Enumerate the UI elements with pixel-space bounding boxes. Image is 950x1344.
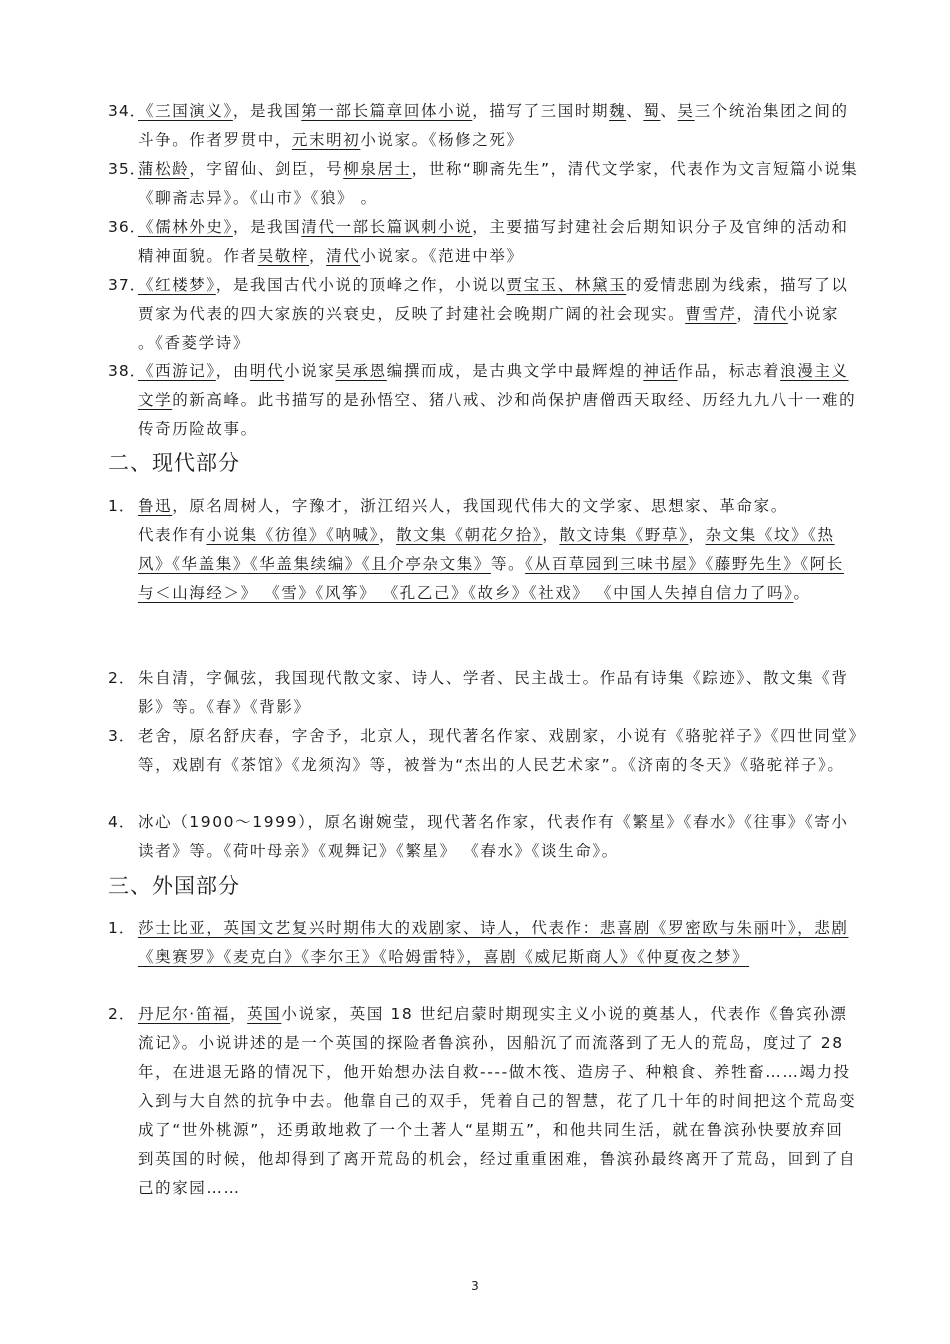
entry-34 [108, 97, 860, 155]
text: ，是我国古代小说的顶峰之作，小说以 [215, 276, 507, 294]
text: 文艺复兴时期伟大的戏剧家、诗人， [257, 919, 532, 937]
text: ， [688, 526, 706, 544]
works: 杂文集《坟》《热风》《华盖集》《华盖集续编》《且介亭杂文集》 [138, 526, 835, 573]
text: ，主要描写封建社会后期知识分子及官绅的活动和精神面貌。作者 [138, 218, 849, 265]
text: 的新高峰。此书描写的是孙悟空、猪八戒、沙和尚保护唐僧西天取经、历经九九八十一难的传奇历险故事。 [138, 391, 857, 438]
text: ，是我国 [232, 218, 302, 236]
entry-number: 1． [108, 919, 136, 937]
text: ， [542, 526, 560, 544]
country: 英国 [247, 1005, 282, 1023]
text: ，字留仙、剑臣，号 [189, 160, 344, 178]
genre: 浪漫主义文学 [138, 362, 849, 409]
section-heading-foreign: 三、外国部分 [108, 874, 240, 898]
modern-entry-2 [108, 664, 860, 722]
text: 小说家。《杨修之死》 [360, 131, 524, 149]
text: 小说家，英国 18 世纪启蒙时期现实主义小说的奠基人，代表作《鲁宾孙漂流记》。小说讲述的是一个英国的探险者鲁滨孙，因船沉了而流落到了无人的荒岛，度过了 28 年，在进退无路的情况下，他开始想办法自救----做木筏、造房子、种粮食、养牲畜……竭力投入到与大自然的抗争中去。他靠自己的双手，凭着自己的智慧，花了几十年的时间把这个荒岛变成了“世外桃源”，还勇敢地救了一个土著人“星期五”，和他共同生活，就在鲁滨孙快要放弃回到英国的时候，他却得到了离开荒岛的机会，经过重重困难，鲁滨孙最终离开了荒岛，回到了自己的家园…… [138, 1005, 857, 1197]
entry-text [138, 492, 860, 521]
era: 清代 [753, 305, 788, 323]
entry-text [138, 213, 860, 271]
entry-text [138, 271, 860, 358]
entry-text: 老舍，原名舒庆春，字舍予，北京人，现代著名作家、戏剧家，小说有《骆驼祥子》《四世同堂》等，戏剧有《茶馆》《龙须沟》等，被誉为“杰出的人民艺术家”。《济南的冬天》《骆驼祥子》。 [138, 727, 858, 774]
entry-number: 34． [108, 102, 147, 120]
text: ，描写了三国时期 [472, 102, 610, 120]
entry-text [138, 1000, 860, 1203]
author: 丹尼尔·笛福 [138, 1005, 231, 1023]
entry-number: 1． [108, 497, 136, 515]
entry-text: 冰心（1900～1999），原名谢婉莹，现代著名作家，代表作有《繁星》《春水》《往事》《寄小读者》等。《荷叶母亲》《观舞记》《繁星》 《春水》《谈生命》。 [138, 813, 849, 860]
era: 清代 [326, 247, 361, 265]
book-title: 《西游记》 [138, 362, 216, 380]
kingdom: 吴 [677, 102, 695, 120]
entry-text [138, 97, 860, 155]
modern-entry-4 [108, 808, 860, 866]
text: 、 [660, 102, 678, 120]
entry-text [138, 357, 860, 444]
text: 、 [626, 102, 644, 120]
author: 吴敬梓 [257, 247, 310, 265]
text: ， [379, 526, 397, 544]
entry-37 [108, 271, 860, 358]
entry-number: 35． [108, 160, 147, 178]
text: 小说家 。《香菱学诗》 [138, 305, 840, 352]
entry-35 [108, 155, 860, 213]
genre: 清代一部长篇讽刺小说 [301, 218, 473, 236]
section-heading-modern: 二、现代部分 [108, 451, 240, 475]
text: 等。 [490, 555, 526, 573]
text: ，由 [215, 362, 250, 380]
text: 作品，标志着 [677, 362, 781, 380]
era: 明代 [249, 362, 285, 380]
author: 曹雪芹 [685, 305, 737, 323]
text: ， [736, 305, 754, 323]
text: 小说家 [284, 362, 336, 380]
text: ，世称“聊斋先生”，清代文学家，代表作为文言短篇小说集《聊斋志异》。《山市》《狼》 。 [138, 160, 859, 207]
works: 散文诗集《野草》 [559, 526, 689, 544]
kingdom: 蜀 [643, 102, 661, 120]
entry-text [138, 914, 860, 972]
book-title: 《红楼梦》 [138, 276, 216, 294]
text: 小说家。《范进中举》 [360, 247, 524, 265]
text: 三个统治集团之间的斗争。作者罗贯中， [138, 102, 849, 149]
era: 元末明初 [291, 131, 361, 149]
book-title: 《儒林外史》 [138, 218, 233, 236]
modern-entry-3 [108, 722, 860, 780]
text: 。 [793, 584, 811, 602]
text: ， [230, 1005, 248, 1023]
modern-entry-1 [108, 492, 860, 608]
foreign-entry-2 [108, 1000, 860, 1203]
text: ，原名周树人，字豫才，浙江绍兴人，我国现代伟大的文学家、思想家、革命家。 [172, 497, 788, 515]
page-number: 3 [471, 1279, 479, 1293]
text: 代表作有 [138, 526, 207, 544]
works: 《从百草园到三味书屋》《藤野先生》《阿长与＜山海经＞》 《雪》《风筝》 《孔乙己》《故乡》《社戏》 《中国人失掉自信力了吗》 [138, 555, 844, 602]
genre: 神话 [643, 362, 678, 380]
text: ， [309, 247, 327, 265]
book-title: 《三国演义》 [138, 102, 233, 120]
entry-number: 38． [108, 362, 147, 380]
foreign-entry-1 [108, 914, 860, 972]
entry-text: 朱自清，字佩弦，我国现代散文家、诗人、学者、民主战士。作品有诗集《踪迹》、散文集《背影》等。《春》《背影》 [138, 669, 849, 716]
entry-works [138, 521, 860, 608]
text: ，是我国 [232, 102, 302, 120]
entry-36 [108, 213, 860, 271]
entry-number: 2． [108, 1005, 136, 1023]
entry-number: 2． [108, 669, 136, 687]
alias: 柳泉居士 [343, 160, 412, 178]
entry-38 [108, 357, 860, 444]
entry-number: 3． [108, 727, 136, 745]
author: 鲁迅 [138, 497, 173, 515]
author: 莎士比亚，英国 [138, 919, 258, 937]
genre: 第一部长篇章回体小说 [301, 102, 473, 120]
works: 代表作：悲喜剧《罗密欧与朱丽叶》，悲剧《奥赛罗》《麦克白》《李尔王》《哈姆雷特》，喜剧《威尼斯商人》《仲夏夜之梦》 [138, 919, 849, 966]
characters: 贾宝玉、林黛玉 [506, 276, 627, 294]
entry-number: 4． [108, 813, 136, 831]
entry-number: 37． [108, 276, 147, 294]
author: 吴承恩 [335, 362, 387, 380]
entry-text [138, 155, 860, 213]
works: 散文集《朝花夕拾》 [396, 526, 543, 544]
text: 的爱情悲剧为线索，描写了以贾家为代表的四大家族的兴衰史，反映了封建社会晚期广阔的社会现实。 [138, 276, 849, 323]
kingdom: 魏 [609, 102, 627, 120]
text: 编撰而成，是古典文学中最辉煌的 [386, 362, 644, 380]
entry-number: 36． [108, 218, 147, 236]
author: 蒲松龄 [138, 160, 190, 178]
works: 小说集《彷徨》《呐喊》 [206, 526, 380, 544]
